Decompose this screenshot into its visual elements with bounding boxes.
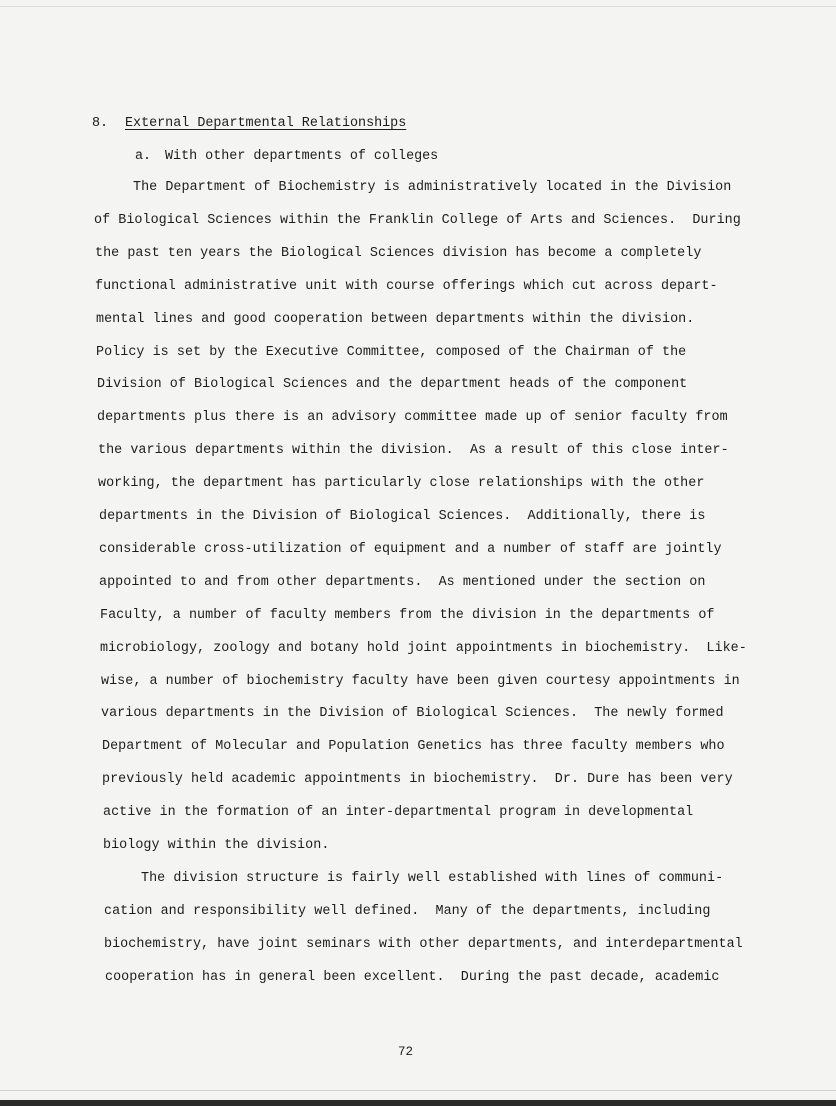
body-line: The Department of Biochemistry is administratively located in the Division [133,180,732,195]
body-line: the past ten years the Biological Sciences division has become a completely [95,245,702,261]
body-line: functional administrative unit with course offerings which cut across depart- [95,278,718,294]
section-number: 8. [92,116,109,131]
body-line: previously held academic appointments in biochemistry. Dr. Dure has been very [102,772,733,788]
scan-top-edge [0,6,836,7]
body-line: the various departments within the division. As a result of this close inter- [98,443,729,459]
body-line: mental lines and good cooperation between departments within the division. [96,311,695,327]
body-line: of Biological Sciences within the Franklin College of Arts and Sciences. During [94,212,741,228]
subsection-heading [135,149,438,164]
page-number: 72 [398,1045,414,1059]
body-line: active in the formation of an inter-departmental program in developmental [103,805,694,821]
body-line: departments in the Division of Biological Sciences. Additionally, there is [99,509,706,524]
body-line: Faculty, a number of faculty members from the division in the departments of [100,607,715,623]
body-line: microbiology, zoology and botany hold joint appointments in biochemistry. Like- [100,640,747,656]
body-line: Division of Biological Sciences and the department heads of the component [97,377,688,393]
body-line: biochemistry, have joint seminars with other departments, and interdepartmental [104,936,743,952]
body-line: working, the department has particularly close relationships with the other [98,476,705,492]
body-line: appointed to and from other departments. As mentioned under the section on [99,574,706,590]
body-line: The division structure is fairly well established with lines of communi- [141,870,724,886]
body-line: Policy is set by the Executive Committee, composed of the Chairman of the [96,344,687,360]
section-title: External Departmental Relationships [125,116,407,131]
body-line: biology within the division. [103,838,330,853]
body-line: cooperation has in general been excellent. During the past decade, academic [105,969,720,985]
subsection-title: With other departments of colleges [165,149,439,164]
scan-bottom-edge [0,1100,836,1106]
subsection-marker: a. [135,149,152,164]
body-line: Department of Molecular and Population Genetics has three faculty members who [102,739,725,755]
body-line: wise, a number of biochemistry faculty have been given courtesy appointments in [101,673,740,689]
body-line: various departments in the Division of Biological Sciences. The newly formed [101,706,724,722]
scan-bottom-rule [0,1090,836,1091]
body-line: considerable cross-utilization of equipment and a number of staff are jointly [99,541,722,557]
body-line: cation and responsibility well defined. Many of the departments, including [104,903,711,919]
body-line: departments plus there is an advisory committee made up of senior faculty from [97,410,728,426]
